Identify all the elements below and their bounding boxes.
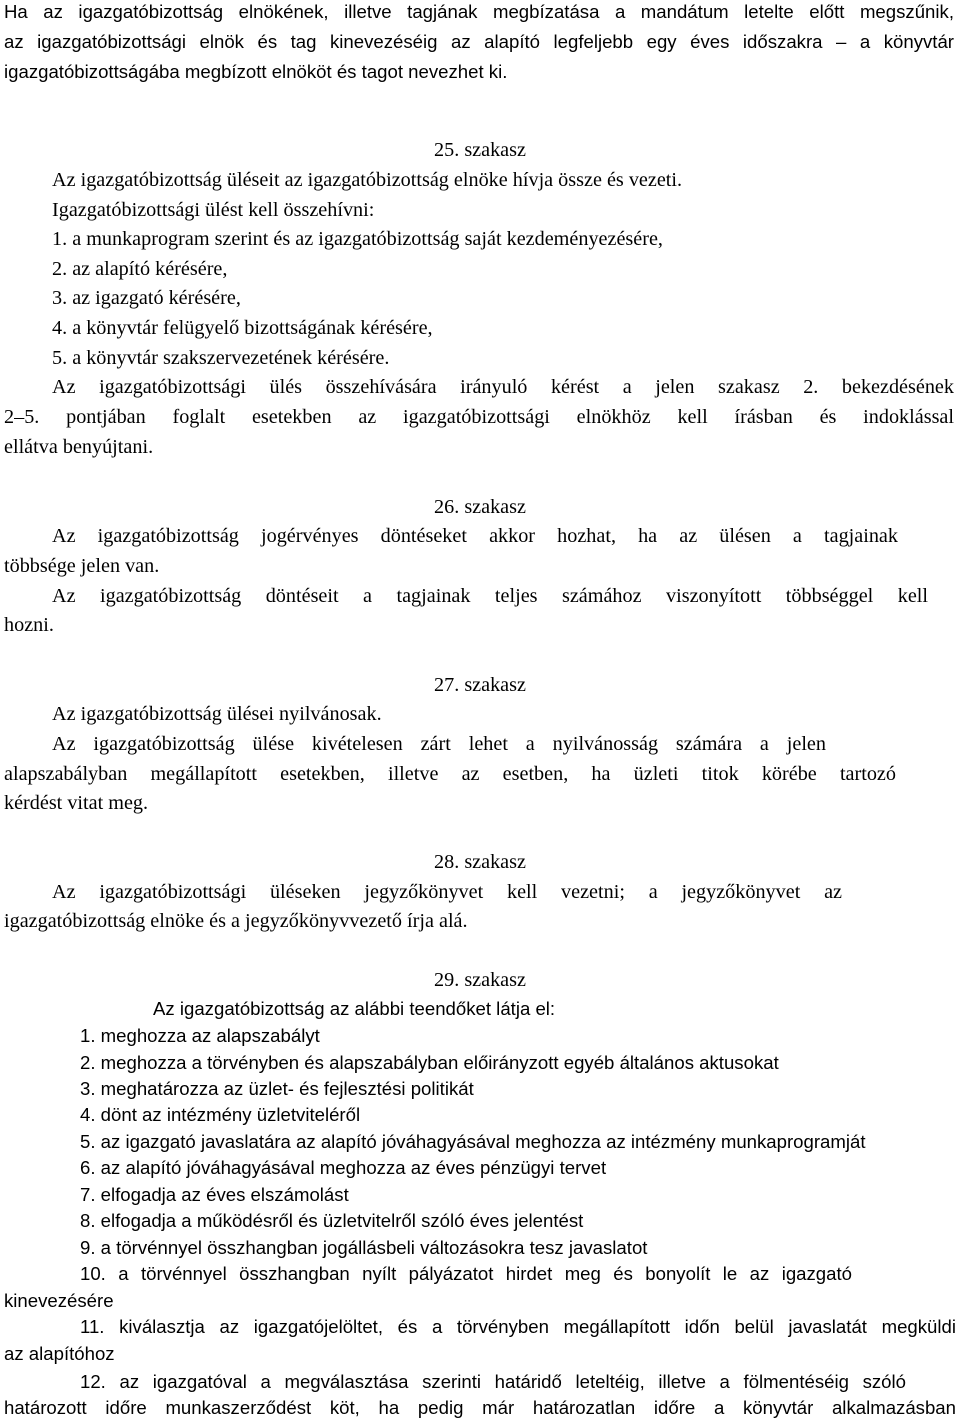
- s25-line: 2–5. pontjában foglalt esetekben az igazgatóbizottsági elnökhöz kell írásban és indoklással: [4, 406, 954, 428]
- s25-list-item: 2. az alapító kérésére,: [52, 258, 228, 280]
- s25-list-item: 3. az igazgató kérésére,: [52, 287, 241, 309]
- intro-line-2: az igazgatóbizottsági elnök és tag kinevezéséig az alapító legfeljebb egy éves időszakra – a könyvtár: [4, 31, 954, 52]
- s25-line: ellátva benyújtani.: [4, 436, 154, 458]
- s27-line: alapszabályban megállapított esetekben, illetve az esetben, ha üzleti titok körébe tartozó: [4, 763, 896, 785]
- s29-list-item: 10. a törvénnyel összhangban nyílt pályázatot hirdet meg és bonyolít le az igazgató: [80, 1263, 852, 1284]
- s29-list-item: 11. kiválasztja az igazgatójelöltet, és a törvényben megállapított időn belül javaslatát megküldi: [80, 1316, 956, 1337]
- s29-list-item-cont: kinevezésére: [4, 1290, 114, 1311]
- s29-list-item: 7. elfogadja az éves elszámolást: [80, 1184, 349, 1205]
- section-27-title: 27. szakasz: [434, 674, 526, 696]
- s25-line: Az igazgatóbizottság üléseit az igazgatóbizottság elnöke hívja össze és vezeti.: [52, 169, 683, 191]
- s29-list-item: 3. meghatározza az üzlet- és fejlesztési politikát: [80, 1078, 474, 1099]
- s28-line: Az igazgatóbizottsági üléseken jegyzőkönyvet kell vezetni; a jegyzőkönyvet az: [52, 881, 842, 903]
- s25-line: Igazgatóbizottsági ülést kell összehívni:: [52, 199, 375, 221]
- s27-line: Az igazgatóbizottság ülései nyilvánosak.: [52, 703, 382, 725]
- s25-list-item: 1. a munkaprogram szerint és az igazgatóbizottság saját kezdeményezésére,: [52, 228, 663, 250]
- s26-line: Az igazgatóbizottság jogérvényes döntéseket akkor hozhat, ha az ülésen a tagjainak: [52, 525, 898, 547]
- s27-line: Az igazgatóbizottság ülése kivételesen zárt lehet a nyilvánosság számára a jelen: [52, 733, 826, 755]
- section-29-title: 29. szakasz: [434, 969, 526, 991]
- s29-list-item-cont: az alapítóhoz: [4, 1343, 115, 1364]
- s29-list-item-cont: határozott időre munkaszerződést köt, ha pedig már határozatlan időre a könyvtár alkalmazásban: [4, 1397, 956, 1418]
- s29-list-item: 9. a törvénnyel összhangban jogállásbeli változásokra tesz javaslatot: [80, 1237, 648, 1258]
- s26-line: többsége jelen van.: [4, 555, 160, 577]
- section-26-title: 26. szakasz: [434, 496, 526, 518]
- s25-list-item: 4. a könyvtár felügyelő bizottságának kérésére,: [52, 317, 433, 339]
- s29-list-item: 2. meghozza a törvényben és alapszabályban előirányzott egyéb általános aktusokat: [80, 1052, 779, 1073]
- s25-line: Az igazgatóbizottsági ülés összehívására irányuló kérést a jelen szakasz 2. bekezdésének: [52, 376, 954, 398]
- section-28-title: 28. szakasz: [434, 851, 526, 873]
- s29-list-item: 4. dönt az intézmény üzletviteléről: [80, 1104, 361, 1125]
- s29-list-item: 5. az igazgató javaslatára az alapító jóváhagyásával meghozza az intézmény munkaprogramját: [80, 1131, 866, 1152]
- section-25-title: 25. szakasz: [434, 139, 526, 161]
- s29-list-item: 1. meghozza az alapszabályt: [80, 1025, 320, 1046]
- s29-intro: Az igazgatóbizottság az alábbi teendőket látja el:: [153, 998, 556, 1019]
- s26-line: Az igazgatóbizottság döntéseit a tagjainak teljes számához viszonyított többséggel kell: [52, 585, 928, 607]
- s29-list-item: 6. az alapító jóváhagyásával meghozza az éves pénzügyi tervet: [80, 1157, 607, 1178]
- s27-line: kérdést vitat meg.: [4, 792, 149, 814]
- s28-line: igazgatóbizottság elnöke és a jegyzőkönyvvezető írja alá.: [4, 910, 468, 932]
- intro-line-3: igazgatóbizottságába megbízott elnököt és tagot nevezhet ki.: [4, 61, 508, 82]
- intro-line-1: Ha az igazgatóbizottság elnökének, illetve tagjának megbízatása a mandátum letelte előtt megszűnik,: [4, 1, 954, 22]
- s26-line: hozni.: [4, 614, 54, 636]
- s25-list-item: 5. a könyvtár szakszervezetének kérésére.: [52, 347, 390, 369]
- s29-list-item: 12. az igazgatóval a megválasztása szerinti határidő leteltéig, illetve a fölmentéséig szóló: [80, 1371, 906, 1392]
- s29-list-item: 8. elfogadja a működésről és üzletvitelről szóló éves jelentést: [80, 1210, 584, 1231]
